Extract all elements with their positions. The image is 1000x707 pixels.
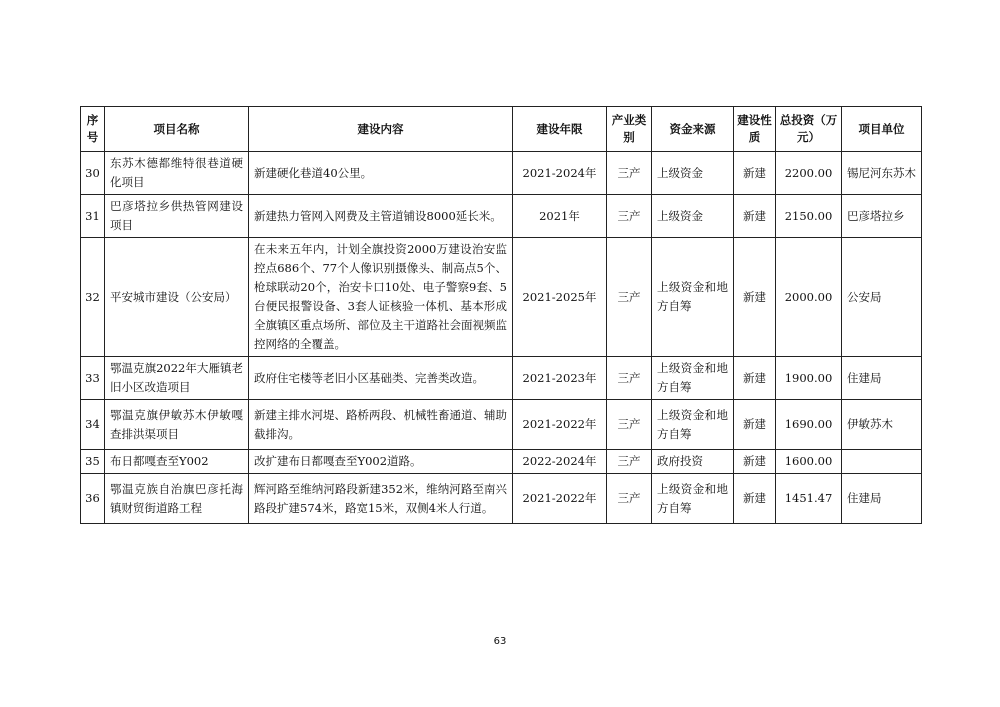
cell-content: 政府住宅楼等老旧小区基础类、完善类改造。 — [249, 357, 513, 400]
cell-period: 2021-2022年 — [513, 474, 607, 524]
cell-industry: 三产 — [607, 474, 652, 524]
cell-industry: 三产 — [607, 238, 652, 357]
cell-investment: 2150.00 — [776, 195, 842, 238]
cell-nature: 新建 — [734, 450, 776, 474]
cell-project-name: 鄂温克旗2022年大雁镇老旧小区改造项目 — [105, 357, 249, 400]
cell-seq: 33 — [81, 357, 105, 400]
cell-nature: 新建 — [734, 152, 776, 195]
cell-funding: 上级资金 — [652, 152, 734, 195]
cell-period: 2021-2023年 — [513, 357, 607, 400]
table-row — [81, 152, 922, 195]
cell-unit: 住建局 — [842, 474, 922, 524]
header-name: 项目名称 — [105, 107, 249, 152]
cell-project-name: 东苏木德都维特很巷道硬化项目 — [105, 152, 249, 195]
cell-industry: 三产 — [607, 450, 652, 474]
table-row — [81, 238, 922, 357]
cell-investment: 2000.00 — [776, 238, 842, 357]
header-investment: 总投资（万元） — [776, 107, 842, 152]
cell-project-name: 鄂温克旗伊敏苏木伊敏嘎查排洪渠项目 — [105, 400, 249, 450]
cell-project-name: 鄂温克族自治旗巴彦托海镇财贸街道路工程 — [105, 474, 249, 524]
header-content: 建设内容 — [249, 107, 513, 152]
cell-investment: 1451.47 — [776, 474, 842, 524]
cell-unit: 锡尼河东苏木 — [842, 152, 922, 195]
table-row — [81, 450, 922, 474]
cell-nature: 新建 — [734, 195, 776, 238]
cell-unit: 巴彦塔拉乡 — [842, 195, 922, 238]
cell-funding: 上级资金和地方自筹 — [652, 238, 734, 357]
cell-seq: 32 — [81, 238, 105, 357]
project-table — [80, 106, 922, 524]
header-nature: 建设性质 — [734, 107, 776, 152]
cell-seq: 36 — [81, 474, 105, 524]
cell-investment: 1900.00 — [776, 357, 842, 400]
cell-seq: 35 — [81, 450, 105, 474]
table-row — [81, 400, 922, 450]
table-header-row — [81, 107, 922, 152]
cell-content: 改扩建布日都嘎查至Y002道路。 — [249, 450, 513, 474]
header-industry: 产业类别 — [607, 107, 652, 152]
header-unit: 项目单位 — [842, 107, 922, 152]
cell-project-name: 巴彦塔拉乡供热管网建设项目 — [105, 195, 249, 238]
cell-seq: 34 — [81, 400, 105, 450]
table-row — [81, 357, 922, 400]
cell-industry: 三产 — [607, 357, 652, 400]
cell-period: 2021-2024年 — [513, 152, 607, 195]
cell-content: 辉河路至维纳河路段新建352米，维纳河路至南兴路段扩建574米，路宽15米，双侧4米人行道。 — [249, 474, 513, 524]
cell-nature: 新建 — [734, 400, 776, 450]
cell-investment: 2200.00 — [776, 152, 842, 195]
cell-project-name: 平安城市建设（公安局） — [105, 238, 249, 357]
cell-period: 2021-2025年 — [513, 238, 607, 357]
cell-industry: 三产 — [607, 400, 652, 450]
cell-industry: 三产 — [607, 152, 652, 195]
cell-content: 新建主排水河堤、路桥两段、机械牲畜通道、辅助截排沟。 — [249, 400, 513, 450]
table-row — [81, 195, 922, 238]
cell-content: 新建热力管网入网费及主管道铺设8000延长米。 — [249, 195, 513, 238]
cell-unit: 公安局 — [842, 238, 922, 357]
cell-funding: 上级资金 — [652, 195, 734, 238]
cell-funding: 政府投资 — [652, 450, 734, 474]
header-funding: 资金来源 — [652, 107, 734, 152]
cell-period: 2022-2024年 — [513, 450, 607, 474]
cell-content: 在未来五年内，计划全旗投资2000万建设治安监控点686个、77个人像识别摄像头、制高点5个、枪球联动20个，治安卡口10处、电子警察9套、5台便民报警设备、3套人证核验一体机、基本形成全旗镇区重点场所、部位及主干道路社会面视频监控网络的全覆盖。 — [249, 238, 513, 357]
cell-content: 新建硬化巷道40公里。 — [249, 152, 513, 195]
cell-nature: 新建 — [734, 474, 776, 524]
cell-seq: 31 — [81, 195, 105, 238]
cell-industry: 三产 — [607, 195, 652, 238]
cell-funding: 上级资金和地方自筹 — [652, 400, 734, 450]
cell-funding: 上级资金和地方自筹 — [652, 474, 734, 524]
header-seq: 序号 — [81, 107, 105, 152]
cell-period: 2021-2022年 — [513, 400, 607, 450]
cell-project-name: 布日都嘎查至Y002 — [105, 450, 249, 474]
table-row — [81, 474, 922, 524]
cell-seq: 30 — [81, 152, 105, 195]
page-number: 63 — [493, 636, 507, 647]
cell-nature: 新建 — [734, 238, 776, 357]
cell-unit — [842, 450, 922, 474]
cell-funding: 上级资金和地方自筹 — [652, 357, 734, 400]
cell-unit: 住建局 — [842, 357, 922, 400]
cell-investment: 1600.00 — [776, 450, 842, 474]
cell-investment: 1690.00 — [776, 400, 842, 450]
cell-nature: 新建 — [734, 357, 776, 400]
cell-unit: 伊敏苏木 — [842, 400, 922, 450]
header-period: 建设年限 — [513, 107, 607, 152]
cell-period: 2021年 — [513, 195, 607, 238]
